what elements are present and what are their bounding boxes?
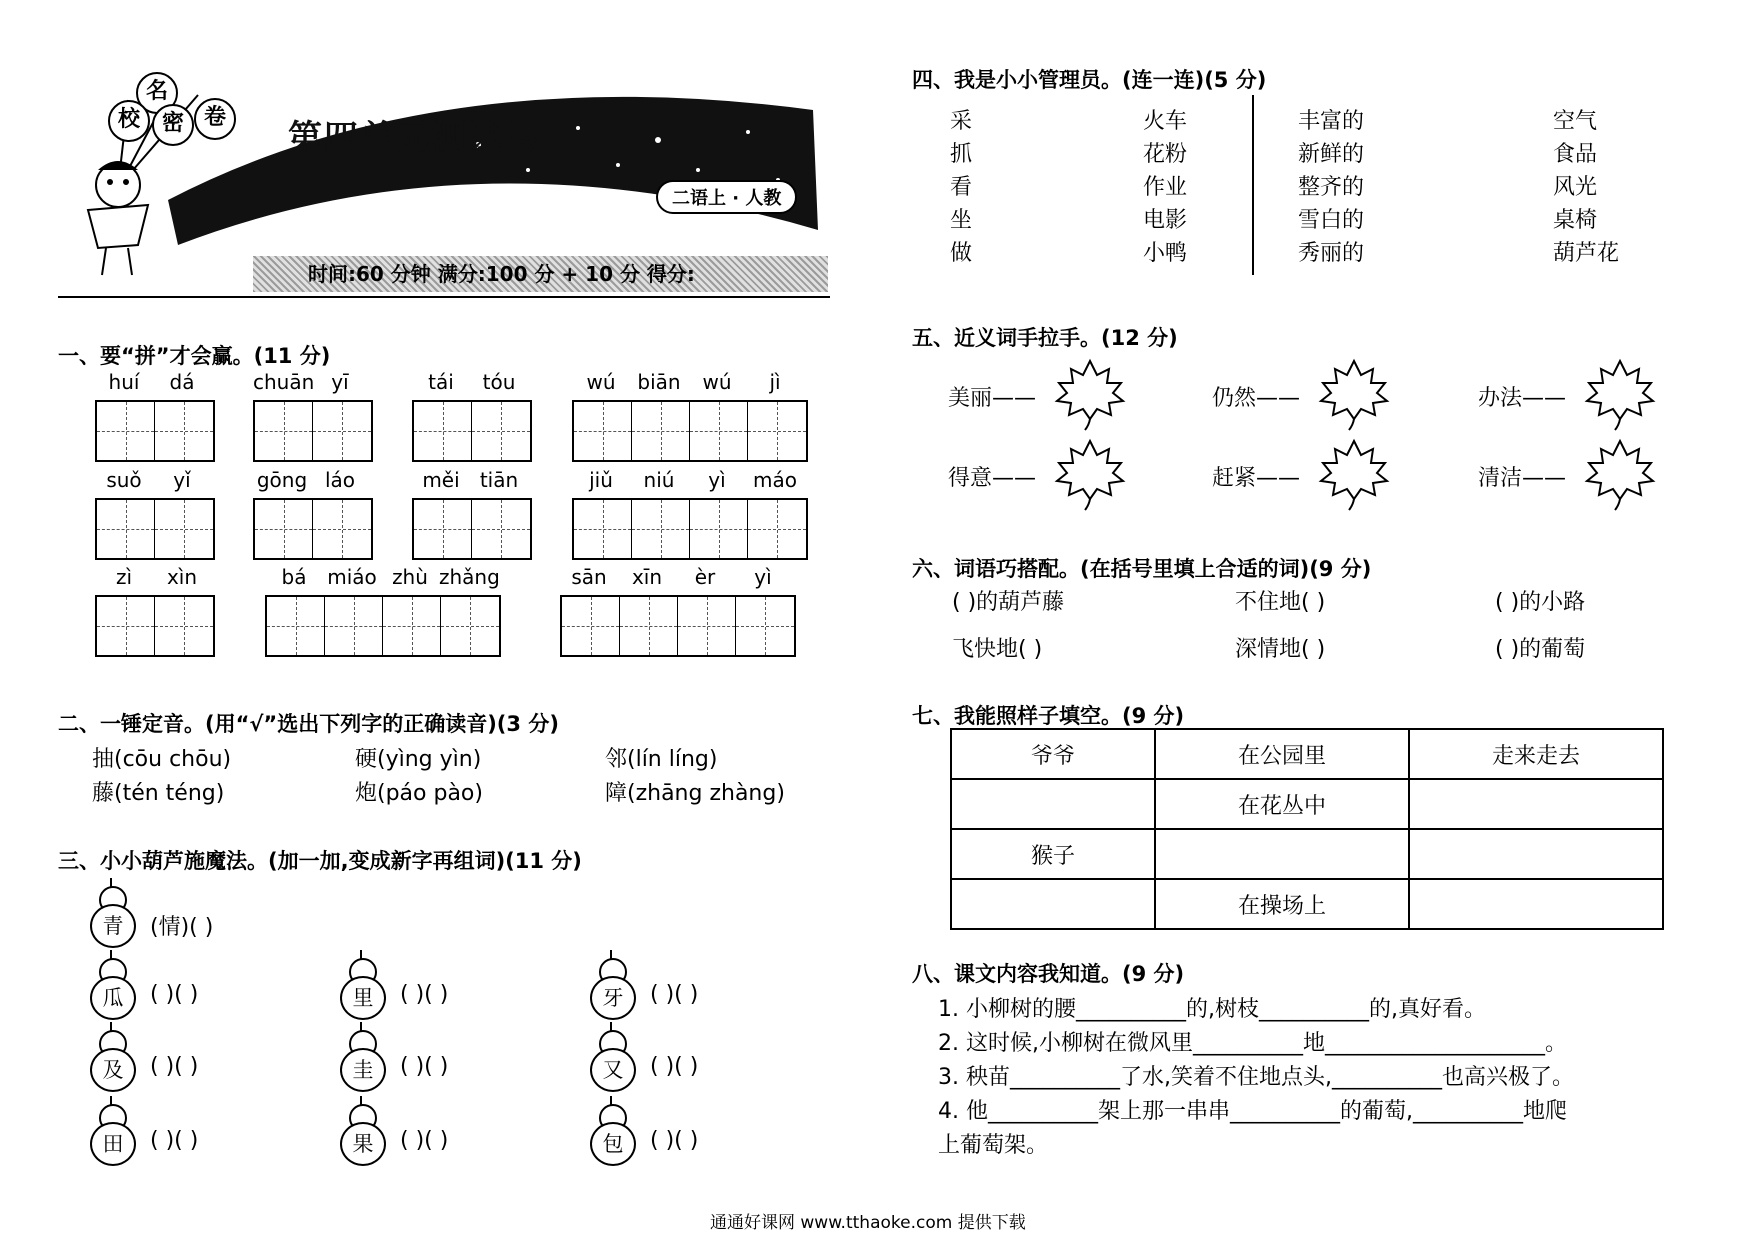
gourd-char: 里 xyxy=(338,950,386,1020)
pinyin-label: huí xyxy=(108,370,140,394)
writing-grid[interactable] xyxy=(253,400,373,462)
pinyin-label: sān xyxy=(571,565,607,589)
s6-item: ( )的小路 xyxy=(1495,590,1586,615)
pinyin-label: yī xyxy=(331,370,349,394)
gourd-blanks[interactable]: ( )( ) xyxy=(650,1128,699,1153)
bubble-ming: 名 xyxy=(136,72,178,114)
grid-cell[interactable] xyxy=(267,597,325,655)
fill-table xyxy=(950,728,1664,930)
grid-cell[interactable] xyxy=(414,500,472,558)
pinyin-label: jì xyxy=(769,370,781,394)
match-item-col1[interactable]: 采 xyxy=(950,109,973,134)
s1-title: 一、要“拼”才会赢。(11 分) xyxy=(58,344,331,368)
pinyin-label: biān xyxy=(637,370,681,394)
leaf-icon[interactable] xyxy=(1053,437,1123,507)
grid-cell[interactable] xyxy=(155,500,213,558)
s7-title: 七、我能照样子填空。(9 分) xyxy=(912,704,1185,728)
grid-cell[interactable] xyxy=(736,597,794,655)
info-strip xyxy=(253,256,828,292)
s4-title: 四、我是小小管理员。(连一连)(5 分) xyxy=(912,68,1267,92)
pinyin-label: zì xyxy=(115,565,133,589)
grid-cell[interactable] xyxy=(441,597,499,655)
table-cell: 在公园里 xyxy=(1155,729,1409,779)
s6-item: ( )的葡萄 xyxy=(1495,637,1586,662)
match-item-col2[interactable]: 火车 xyxy=(1143,109,1188,134)
table-cell[interactable] xyxy=(1409,879,1663,929)
s8-line: 2. 这时候,小柳树在微风里__________地____________________。 xyxy=(938,1031,1567,1056)
gourd-char: 牙 xyxy=(588,950,636,1020)
grid-cell[interactable] xyxy=(155,597,213,655)
pinyin-label: suǒ xyxy=(106,468,142,492)
footer-text: 通通好课网 www.tthaoke.com 提供下载 xyxy=(710,1213,1026,1233)
pinyin-label: wú xyxy=(586,370,616,394)
match-item-col4[interactable]: 食品 xyxy=(1553,142,1598,167)
gourd-blanks[interactable]: ( )( ) xyxy=(150,1128,199,1153)
title-banner xyxy=(58,70,838,300)
grade-badge: 二语上 · 人教 xyxy=(656,180,797,214)
match-item-col3[interactable]: 雪白的 xyxy=(1298,208,1365,233)
leaf-icon[interactable] xyxy=(1317,437,1387,507)
grid-cell[interactable] xyxy=(255,402,313,460)
match-item-col2[interactable]: 电影 xyxy=(1143,208,1188,233)
banner-divider xyxy=(58,296,830,298)
s5-title: 五、近义词手拉手。(12 分) xyxy=(912,326,1178,350)
s8-line: 上葡萄架。 xyxy=(938,1133,1049,1158)
match-item-col4[interactable]: 风光 xyxy=(1553,175,1598,200)
gourd-blanks[interactable]: ( )( ) xyxy=(650,982,699,1007)
pinyin-label: tiān xyxy=(479,468,519,492)
pinyin-label: dá xyxy=(169,370,195,394)
gourd-char: 瓜 xyxy=(88,950,136,1020)
grid-cell[interactable] xyxy=(97,500,155,558)
grid-cell[interactable] xyxy=(632,500,690,558)
gourd-example: 青 xyxy=(88,878,136,948)
leaf-icon[interactable] xyxy=(1583,357,1653,427)
s8-line: 4. 他__________架上那一串串__________的葡萄,__________地爬 xyxy=(938,1099,1567,1124)
grid-cell[interactable] xyxy=(383,597,441,655)
grid-cell[interactable] xyxy=(678,597,736,655)
writing-grid[interactable] xyxy=(95,595,215,657)
synonym-word: 办法—— xyxy=(1478,386,1567,411)
writing-grid[interactable] xyxy=(572,498,808,560)
pinyin-label: gōng xyxy=(256,468,308,492)
s6-item: 不住地( ) xyxy=(1235,590,1326,615)
leaf-icon[interactable] xyxy=(1317,357,1387,427)
match-item-col4[interactable]: 葫芦花 xyxy=(1553,241,1620,266)
s2-item: 硬(yìng yìn) xyxy=(355,747,482,772)
s6-item: ( )的葫芦藤 xyxy=(952,590,1065,615)
s6-title: 六、词语巧搭配。(在括号里填上合适的词)(9 分) xyxy=(912,557,1372,581)
pinyin-label: jiǔ xyxy=(589,468,613,492)
grid-cell[interactable] xyxy=(574,500,632,558)
writing-grid[interactable] xyxy=(412,400,532,462)
pinyin-label: měi xyxy=(422,468,460,492)
bubble-juan: 卷 xyxy=(194,98,236,140)
s3-example-text: (情)( ) xyxy=(150,915,214,940)
match-item-col1[interactable]: 看 xyxy=(950,175,973,200)
s6-item: 深情地( ) xyxy=(1235,637,1326,662)
gourd-blanks[interactable]: ( )( ) xyxy=(650,1054,699,1079)
table-cell[interactable] xyxy=(951,879,1155,929)
match-item-col3[interactable]: 丰富的 xyxy=(1298,109,1365,134)
writing-grid[interactable] xyxy=(95,400,215,462)
s2-item: 炮(páo pào) xyxy=(355,781,483,806)
grid-cell[interactable] xyxy=(155,402,213,460)
synonym-word: 美丽—— xyxy=(948,386,1037,411)
match-item-col1[interactable]: 做 xyxy=(950,241,973,266)
pinyin-label: èr xyxy=(694,565,716,589)
synonym-word: 仍然—— xyxy=(1212,386,1301,411)
table-cell: 在花丛中 xyxy=(1155,779,1409,829)
leaf-icon[interactable] xyxy=(1053,357,1123,427)
s4-divider xyxy=(1252,95,1254,275)
synonym-word: 赶紧—— xyxy=(1212,466,1301,491)
writing-grid[interactable] xyxy=(95,498,215,560)
grid-cell[interactable] xyxy=(748,402,806,460)
grid-cell[interactable] xyxy=(620,597,678,655)
gourd-char: 及 xyxy=(88,1022,136,1092)
grid-cell[interactable] xyxy=(97,597,155,655)
pinyin-label: tóu xyxy=(482,370,516,394)
pinyin-label: yǐ xyxy=(173,468,191,492)
info-text: 时间:60 分钟 满分:100 分 + 10 分 得分: xyxy=(253,256,828,292)
pinyin-label: xīn xyxy=(631,565,663,589)
table-cell[interactable] xyxy=(1409,829,1663,879)
gourd-blanks[interactable]: ( )( ) xyxy=(150,982,199,1007)
pinyin-label: niú xyxy=(643,468,675,492)
match-item-col3[interactable]: 整齐的 xyxy=(1298,175,1365,200)
gourd-char: 圭 xyxy=(338,1022,386,1092)
gourd-blanks[interactable]: ( )( ) xyxy=(400,1054,449,1079)
match-item-col4[interactable]: 桌椅 xyxy=(1553,208,1598,233)
writing-grid[interactable] xyxy=(572,400,808,462)
writing-grid[interactable] xyxy=(265,595,501,657)
gourd-char: 田 xyxy=(88,1096,136,1166)
table-cell: 爷爷 xyxy=(951,729,1155,779)
grid-cell[interactable] xyxy=(313,402,371,460)
gourd-char: 包 xyxy=(588,1096,636,1166)
gourd-blanks[interactable]: ( )( ) xyxy=(150,1054,199,1079)
pinyin-label: wú xyxy=(702,370,732,394)
s2-title: 二、一锤定音。(用“√”选出下列字的正确读音)(3 分) xyxy=(58,712,559,736)
gourd-blanks[interactable]: ( )( ) xyxy=(400,982,449,1007)
bubble-mi: 密 xyxy=(152,104,194,146)
grid-cell[interactable] xyxy=(325,597,383,655)
bubble-xiao: 校 xyxy=(108,100,150,142)
s8-title: 八、课文内容我知道。(9 分) xyxy=(912,962,1185,986)
gourd-char: 果 xyxy=(338,1096,386,1166)
s8-line: 1. 小柳树的腰__________的,树枝__________的,真好看。 xyxy=(938,997,1486,1022)
grid-cell[interactable] xyxy=(690,402,748,460)
writing-grid[interactable] xyxy=(412,498,532,560)
s8-line: 3. 秧苗__________了水,笑着不住地点头,__________也高兴极了。 xyxy=(938,1065,1574,1090)
grid-cell[interactable] xyxy=(690,500,748,558)
pinyin-label: chuān xyxy=(253,370,315,394)
s2-item: 抽(cōu chōu) xyxy=(92,747,232,772)
s3-title: 三、小小葫芦施魔法。(加一加,变成新字再组词)(11 分) xyxy=(58,849,582,873)
synonym-word: 清洁—— xyxy=(1478,466,1567,491)
gourd-char: 又 xyxy=(588,1022,636,1092)
table-cell[interactable] xyxy=(1155,829,1409,879)
pinyin-label: máo xyxy=(753,468,797,492)
table-cell[interactable] xyxy=(1409,779,1663,829)
writing-grid[interactable] xyxy=(253,498,373,560)
pinyin-label: zhǎng xyxy=(439,565,500,589)
pinyin-label: miáo xyxy=(327,565,377,589)
pinyin-label: láo xyxy=(324,468,356,492)
match-item-col2[interactable]: 花粉 xyxy=(1143,142,1188,167)
pinyin-label: tái xyxy=(428,370,454,394)
pinyin-label: bá xyxy=(281,565,307,589)
s2-item: 藤(tén téng) xyxy=(92,781,225,806)
match-item-col4[interactable]: 空气 xyxy=(1553,109,1598,134)
match-item-col3[interactable]: 新鲜的 xyxy=(1298,142,1365,167)
pinyin-label: zhù xyxy=(392,565,428,589)
pinyin-label: xìn xyxy=(166,565,198,589)
table-cell: 猴子 xyxy=(951,829,1155,879)
grid-cell[interactable] xyxy=(472,500,530,558)
leaf-icon[interactable] xyxy=(1583,437,1653,507)
s2-item: 障(zhāng zhàng) xyxy=(605,781,785,806)
page-title: 第四单元测试卷 xyxy=(288,118,540,158)
pinyin-label: yì xyxy=(708,468,726,492)
grid-cell[interactable] xyxy=(313,500,371,558)
grid-cell[interactable] xyxy=(632,402,690,460)
table-cell: 走来走去 xyxy=(1409,729,1663,779)
match-item-col3[interactable]: 秀丽的 xyxy=(1298,241,1365,266)
grid-cell[interactable] xyxy=(255,500,313,558)
grid-cell[interactable] xyxy=(472,402,530,460)
table-cell: 在操场上 xyxy=(1155,879,1409,929)
grid-cell[interactable] xyxy=(97,402,155,460)
grid-cell[interactable] xyxy=(562,597,620,655)
match-item-col1[interactable]: 坐 xyxy=(950,208,973,233)
match-item-col2[interactable]: 小鸭 xyxy=(1143,241,1188,266)
match-item-col1[interactable]: 抓 xyxy=(950,142,973,167)
table-cell[interactable] xyxy=(951,779,1155,829)
gourd-blanks[interactable]: ( )( ) xyxy=(400,1128,449,1153)
match-item-col2[interactable]: 作业 xyxy=(1143,175,1188,200)
writing-grid[interactable] xyxy=(560,595,796,657)
s2-item: 邻(lín líng) xyxy=(605,747,718,772)
grid-cell[interactable] xyxy=(574,402,632,460)
pinyin-label: yì xyxy=(754,565,772,589)
grid-cell[interactable] xyxy=(748,500,806,558)
synonym-word: 得意—— xyxy=(948,466,1037,491)
grid-cell[interactable] xyxy=(414,402,472,460)
s6-item: 飞快地( ) xyxy=(952,637,1043,662)
